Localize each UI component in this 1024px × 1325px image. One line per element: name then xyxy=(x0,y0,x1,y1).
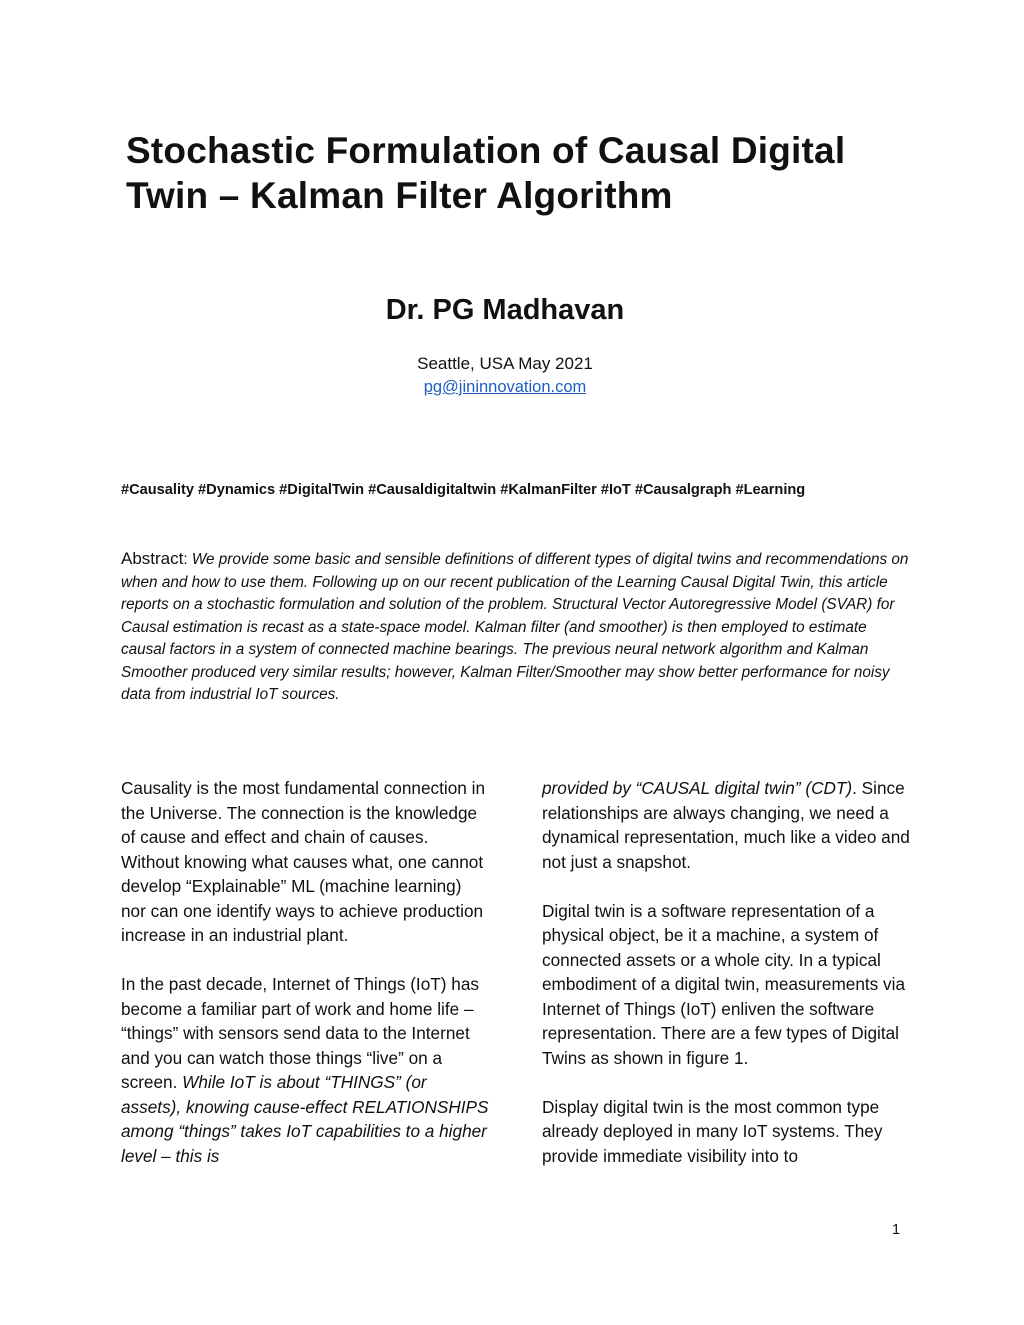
body-column-right xyxy=(542,776,912,1168)
author-email-link[interactable]: pg@jininnovation.com xyxy=(423,378,587,396)
body-text: . Since relationships are always changing, we need a dynamical representation, much like a video and not just a snapshot. xyxy=(542,778,910,872)
abstract-text: We provide some basic and sensible definitions of different types of digital twins and recommendations on when and how to use them. Following up on our recent publication of the Learning Causal Digital Twin, this article reports on a stochastic formulation and solution of the problem. Structural Vector Autoregressive Model (SVAR) for Causal estimation is recast as a state-space model. Kalman filter (and smoother) is then employed to estimate causal factors in a system of connected machine bearings. The previous neural network algorithm and Kalman Smoother produced very similar results; however, Kalman Filter/Smoother may show better performance for noisy data from industrial IoT sources. xyxy=(121,551,909,703)
author-affiliation: Seattle, USA May 2021 xyxy=(417,354,593,373)
author-name: Dr. PG Madhavan xyxy=(385,294,625,326)
body-paragraph: Digital twin is a software representation of a physical object, be it a machine, a system of connected assets or a whole city. In a typical embodiment of a digital twin, measurements via Internet of Things (IoT) enliven the software representation. There are a few types of Digital Twins as shown in figure 1. xyxy=(542,900,906,1068)
abstract-label: Abstract xyxy=(121,549,184,568)
author-email xyxy=(0,378,1010,397)
body-text-italic: While IoT is about “THINGS” (or assets), knowing cause-effect RELATIONSHIPS among “things” takes IoT capabilities to a higher level – this is xyxy=(121,1072,489,1166)
body-paragraph: Causality is the most fundamental connection in the Universe. The connection is the knowledge of cause and effect and chain of causes. Without knowing what causes what, one cannot develop “Explainable” ML (machine learning) nor can one identify ways to achieve production increase in an industrial plant. xyxy=(121,778,486,945)
body-paragraph: Display digital twin is the most common type already deployed in many IoT systems. They provide immediate visibility into to xyxy=(542,1096,883,1166)
abstract-block: Abstract: We provide some basic and sensible definitions of different types of digital twins and recommendations on when and how to use them. Following up on our recent publication of the Learning Causal Digital Twin, this article reports on a stochastic formulation and solution of the problem. Structural Vector Autoregressive Model (SVAR) for Causal estimation is recast as a state-space model. Kalman filter (and smoother) is then employed to estimate causal factors in a system of connected machine bearings. The previous neural network algorithm and Kalman Smoother produced very similar results; however, Kalman Filter/Smoother may show better performance for noisy data from industrial IoT sources. xyxy=(121,549,909,703)
body-paragraph xyxy=(542,776,912,874)
body-text: In the past decade, Internet of Things (IoT) has become a familiar part of work and home life – “things” with sensors send data to the Internet and you can watch those things “live” on a screen. xyxy=(121,974,479,1092)
body-column-left xyxy=(121,776,491,1168)
paper-title: Stochastic Formulation of Causal Digital Twin – Kalman Filter Algorithm xyxy=(126,130,846,216)
hashtag-keywords: #Causality #Dynamics #DigitalTwin #Causaldigitaltwin #KalmanFilter #IoT #Causalgraph #Learning xyxy=(121,482,806,498)
page-number: 1 xyxy=(892,1222,901,1238)
body-paragraph xyxy=(121,972,491,1168)
body-text-italic: provided by “CAUSAL digital twin” (CDT) xyxy=(542,778,853,798)
